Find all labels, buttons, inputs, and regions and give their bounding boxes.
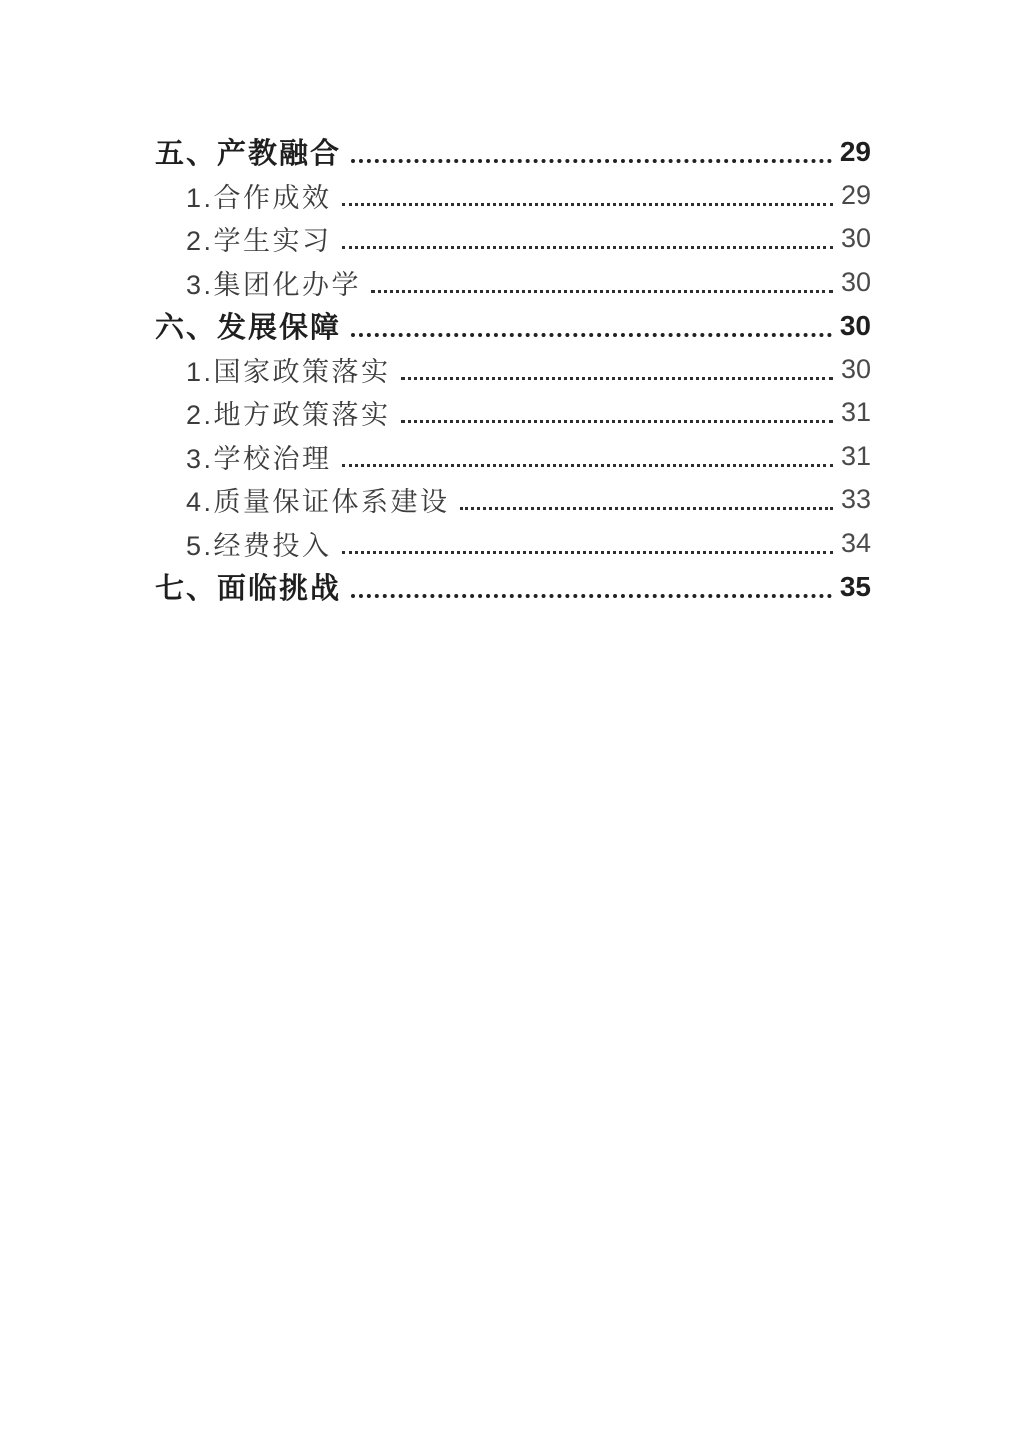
toc-entry-label: 3.学校治理 (186, 443, 332, 474)
toc-entry[interactable] (155, 348, 871, 392)
dot-leader (401, 420, 833, 423)
dot-leader (351, 594, 832, 598)
table-of-contents (155, 130, 871, 609)
toc-entry-label: 2.学生实习 (186, 226, 332, 257)
toc-entry[interactable] (155, 522, 871, 566)
toc-entry-label: 3.集团化办学 (186, 269, 362, 300)
toc-entry[interactable] (155, 391, 871, 435)
toc-entry-page-number: 30 (840, 223, 871, 254)
toc-entry-page-number: 30 (840, 353, 871, 384)
toc-entry[interactable] (155, 304, 871, 348)
toc-entry-page-number: 30 (839, 309, 871, 341)
toc-entry[interactable] (155, 478, 871, 522)
toc-entry-label: 1.国家政策落实 (186, 356, 391, 387)
dot-leader (342, 246, 833, 249)
dot-leader (371, 290, 833, 293)
toc-entry-page-number: 29 (840, 179, 871, 210)
toc-entry-label: 六、发展保障 (155, 312, 342, 345)
dot-leader (342, 203, 833, 206)
toc-entry-label: 1.合作成效 (186, 182, 332, 213)
toc-entry[interactable] (155, 565, 871, 609)
dot-leader (342, 551, 833, 554)
toc-entry[interactable] (155, 130, 871, 174)
toc-entry[interactable] (155, 174, 871, 218)
toc-entry-label: 2.地方政策落实 (186, 400, 391, 431)
toc-entry-page-number: 33 (840, 484, 871, 515)
toc-entry-page-number: 31 (840, 440, 871, 471)
toc-entry-label: 4.质量保证体系建设 (186, 487, 450, 518)
dot-leader (342, 464, 833, 467)
toc-entry[interactable] (155, 261, 871, 305)
dot-leader (351, 159, 832, 163)
toc-entry-page-number: 35 (839, 570, 871, 602)
toc-entry-page-number: 30 (840, 266, 871, 297)
toc-entry-page-number: 31 (840, 397, 871, 428)
dot-leader (460, 507, 833, 510)
toc-entry-page-number: 34 (840, 527, 871, 558)
toc-entry-label: 七、面临挑战 (155, 573, 342, 606)
toc-entry[interactable] (155, 435, 871, 479)
toc-entry[interactable] (155, 217, 871, 261)
toc-entry-label: 五、产教融合 (155, 138, 342, 171)
dot-leader (351, 333, 832, 337)
toc-entry-label: 5.经费投入 (186, 530, 332, 561)
dot-leader (401, 377, 833, 380)
toc-entry-page-number: 29 (839, 135, 871, 167)
